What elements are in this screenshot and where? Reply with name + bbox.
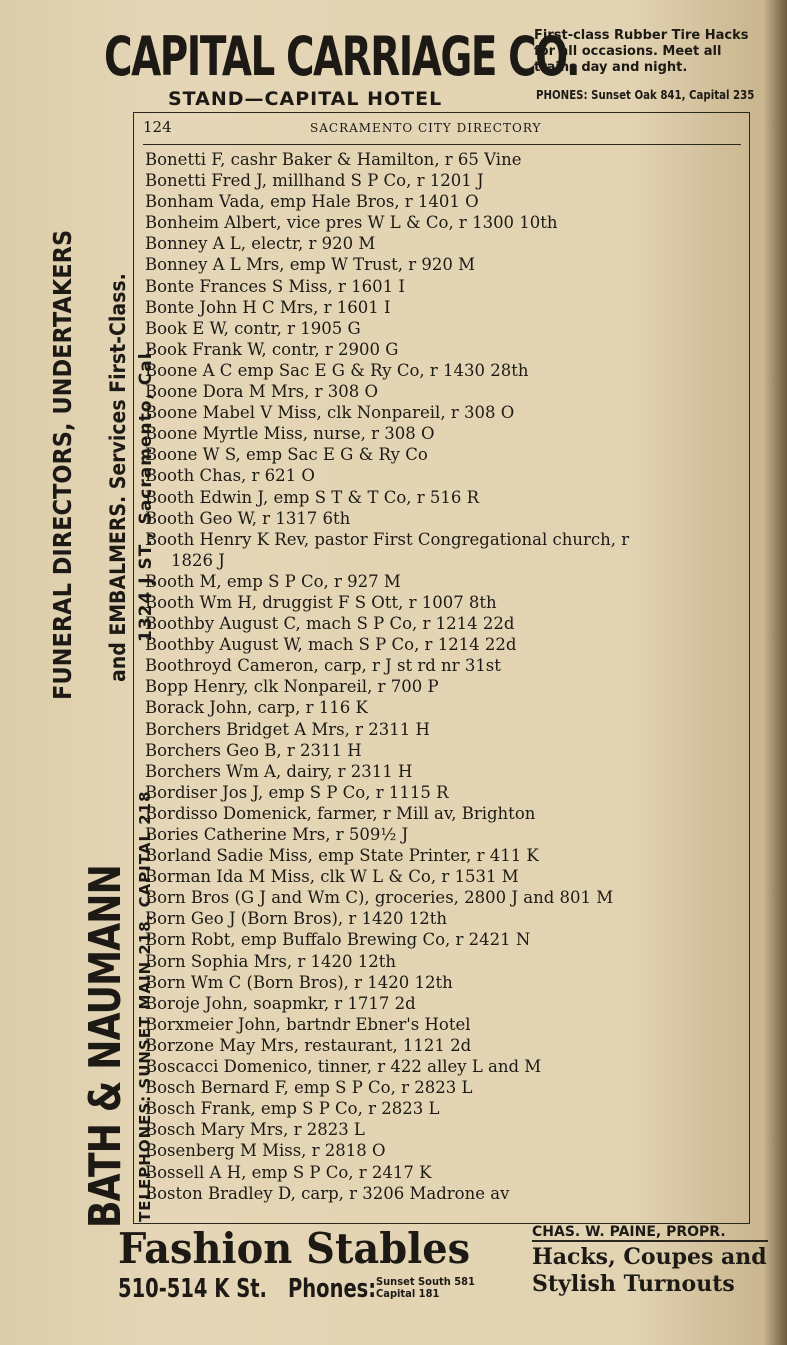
left-ad-line1: FUNERAL DIRECTORS, UNDERTAKERS — [48, 229, 77, 700]
directory-entry: Boone Dora M Mrs, r 308 O — [145, 382, 379, 402]
directory-entry: Boscacci Domenico, tinner, r 422 alley L and M — [145, 1057, 542, 1077]
directory-entries — [145, 149, 745, 1204]
directory-entry: Bordisso Domenick, farmer, r Mill av, Brighton — [145, 803, 536, 823]
directory-entry: Boone W S, emp Sac E G & Ry Co — [145, 445, 428, 465]
top-ad-tagline-line: for all occasions. Meet all — [534, 44, 722, 59]
directory-entry: Boone Myrtle Miss, nurse, r 308 O — [145, 424, 435, 444]
directory-entry: Booth M, emp S P Co, r 927 M — [145, 571, 401, 591]
bottom-ad-phone-lines — [376, 1276, 475, 1300]
directory-entry: Borman Ida M Miss, clk W L & Co, r 1531 M — [145, 867, 519, 887]
directory-entry: 1826 J — [171, 550, 225, 570]
directory-entry: Bonte Frances S Miss, r 1601 I — [145, 276, 405, 296]
directory-entry: Borack John, carp, r 116 K — [145, 698, 368, 718]
directory-entry: Boothroyd Cameron, carp, r J st rd nr 31st — [145, 656, 501, 676]
bottom-ad-address: 510-514 K St. — [118, 1274, 267, 1304]
directory-entry: Boston Bradley D, carp, r 3206 Madrone av — [145, 1183, 510, 1203]
page-number: 124 — [143, 118, 172, 136]
directory-entry: Bonney A L Mrs, emp W Trust, r 920 M — [145, 255, 476, 275]
header-divider — [143, 144, 741, 145]
directory-entry: Book Frank W, contr, r 2900 G — [145, 339, 399, 359]
directory-entry: Bonte John H C Mrs, r 1601 I — [145, 297, 391, 317]
directory-entry: Booth Wm H, druggist F S Ott, r 1007 8th — [145, 592, 497, 612]
directory-entry: Bopp Henry, clk Nonpareil, r 700 P — [145, 677, 439, 697]
directory-entry: Boroje John, soapmkr, r 1717 2d — [145, 993, 416, 1013]
directory-entry: Born Sophia Mrs, r 1420 12th — [145, 951, 396, 971]
directory-entry: Bonheim Albert, vice pres W L & Co, r 1300 10th — [145, 213, 558, 233]
bottom-ad-services-line: Hacks, Coupes and — [532, 1244, 767, 1270]
directory-entry: Bonney A L, electr, r 920 M — [145, 234, 376, 254]
directory-entry: Bossell A H, emp S P Co, r 2417 K — [145, 1162, 432, 1182]
directory-entry: Booth Chas, r 621 O — [145, 466, 315, 486]
bottom-ad-proprietor: CHAS. W. PAINE, PROPR. — [532, 1224, 768, 1242]
directory-entry: Bonetti Fred J, millhand S P Co, r 1201 J — [145, 171, 484, 191]
top-ad-tagline-line: trains day and night. — [534, 60, 688, 75]
directory-entry: Boone Mabel V Miss, clk Nonpareil, r 308 O — [145, 403, 515, 423]
directory-entry: Booth Geo W, r 1317 6th — [145, 508, 351, 528]
directory-entry: Booth Henry K Rev, pastor First Congregational church, r — [145, 529, 630, 549]
directory-entry: Book E W, contr, r 1905 G — [145, 318, 361, 338]
directory-entry: Borland Sadie Miss, emp State Printer, r 411 K — [145, 846, 539, 866]
directory-entry: Borxmeier John, bartndr Ebner's Hotel — [145, 1014, 471, 1034]
directory-entry: Borchers Wm A, dairy, r 2311 H — [145, 761, 413, 781]
directory-entry: Borzone May Mrs, restaurant, 1121 2d — [145, 1035, 472, 1055]
top-ad-title: CAPITAL CARRIAGE CO. — [104, 25, 580, 88]
directory-entry: Bories Catherine Mrs, r 509½ J — [145, 825, 409, 844]
left-ad-address: 1324 J ST., Sacramento, Cal. — [136, 345, 156, 642]
directory-entry: Borchers Geo B, r 2311 H — [145, 740, 362, 760]
directory-entry: Born Wm C (Born Bros), r 1420 12th — [145, 972, 453, 992]
top-ad-phones: PHONES: Sunset Oak 841, Capital 235 — [536, 88, 755, 102]
directory-entry: Borchers Bridget A Mrs, r 2311 H — [145, 719, 430, 739]
directory-entry: Born Geo J (Born Bros), r 1420 12th — [145, 909, 448, 929]
directory-entry: Born Robt, emp Buffalo Brewing Co, r 2421 N — [145, 930, 531, 950]
top-ad-tagline — [534, 28, 764, 76]
running-title: SACRAMENTO CITY DIRECTORY — [310, 121, 542, 135]
directory-entry: Bosch Bernard F, emp S P Co, r 2823 L — [145, 1078, 473, 1098]
directory-entry: Born Bros (G J and Wm C), groceries, 2800 J and 801 M — [145, 888, 614, 908]
top-ad-tagline-line: First-class Rubber Tire Hacks — [534, 28, 749, 43]
directory-entry: Bordiser Jos J, emp S P Co, r 1115 R — [145, 782, 449, 802]
bottom-ad-title: Fashion Stables — [118, 1224, 471, 1273]
directory-entry: Bonham Vada, emp Hale Bros, r 1401 O — [145, 192, 479, 212]
directory-entry: Boothby August C, mach S P Co, r 1214 22d — [145, 614, 515, 634]
directory-entry: Boone A C emp Sac E G & Ry Co, r 1430 28th — [145, 360, 529, 380]
bottom-ad-phones-label: Phones: — [288, 1274, 377, 1304]
left-ad-line2: and EMBALMERS. Services First-Class. — [106, 273, 130, 682]
directory-entry: Bonetti F, cashr Baker & Hamilton, r 65 Vine — [145, 150, 522, 169]
bottom-ad-phone-line: Sunset South 581 — [376, 1275, 475, 1288]
left-ad-firm: BATH & NAUMANN — [80, 864, 131, 1228]
directory-entry: Bosenberg M Miss, r 2818 O — [145, 1141, 386, 1161]
directory-entry: Boothby August W, mach S P Co, r 1214 22d — [145, 635, 517, 655]
directory-entry: Bosch Frank, emp S P Co, r 2823 L — [145, 1099, 440, 1119]
directory-entry: Bosch Mary Mrs, r 2823 L — [145, 1120, 365, 1140]
left-ad-telephones: TELEPHONES: SUNSET MAIN 218, CAPITAL 218 — [136, 790, 154, 1222]
top-ad-subtitle: STAND—CAPITAL HOTEL — [168, 88, 443, 110]
bottom-ad-phone-line: Capital 181 — [376, 1287, 440, 1300]
bottom-ad-services-line: Stylish Turnouts — [532, 1271, 735, 1297]
directory-entry: Booth Edwin J, emp S T & T Co, r 516 R — [145, 487, 480, 507]
bottom-ad-services — [532, 1244, 767, 1298]
